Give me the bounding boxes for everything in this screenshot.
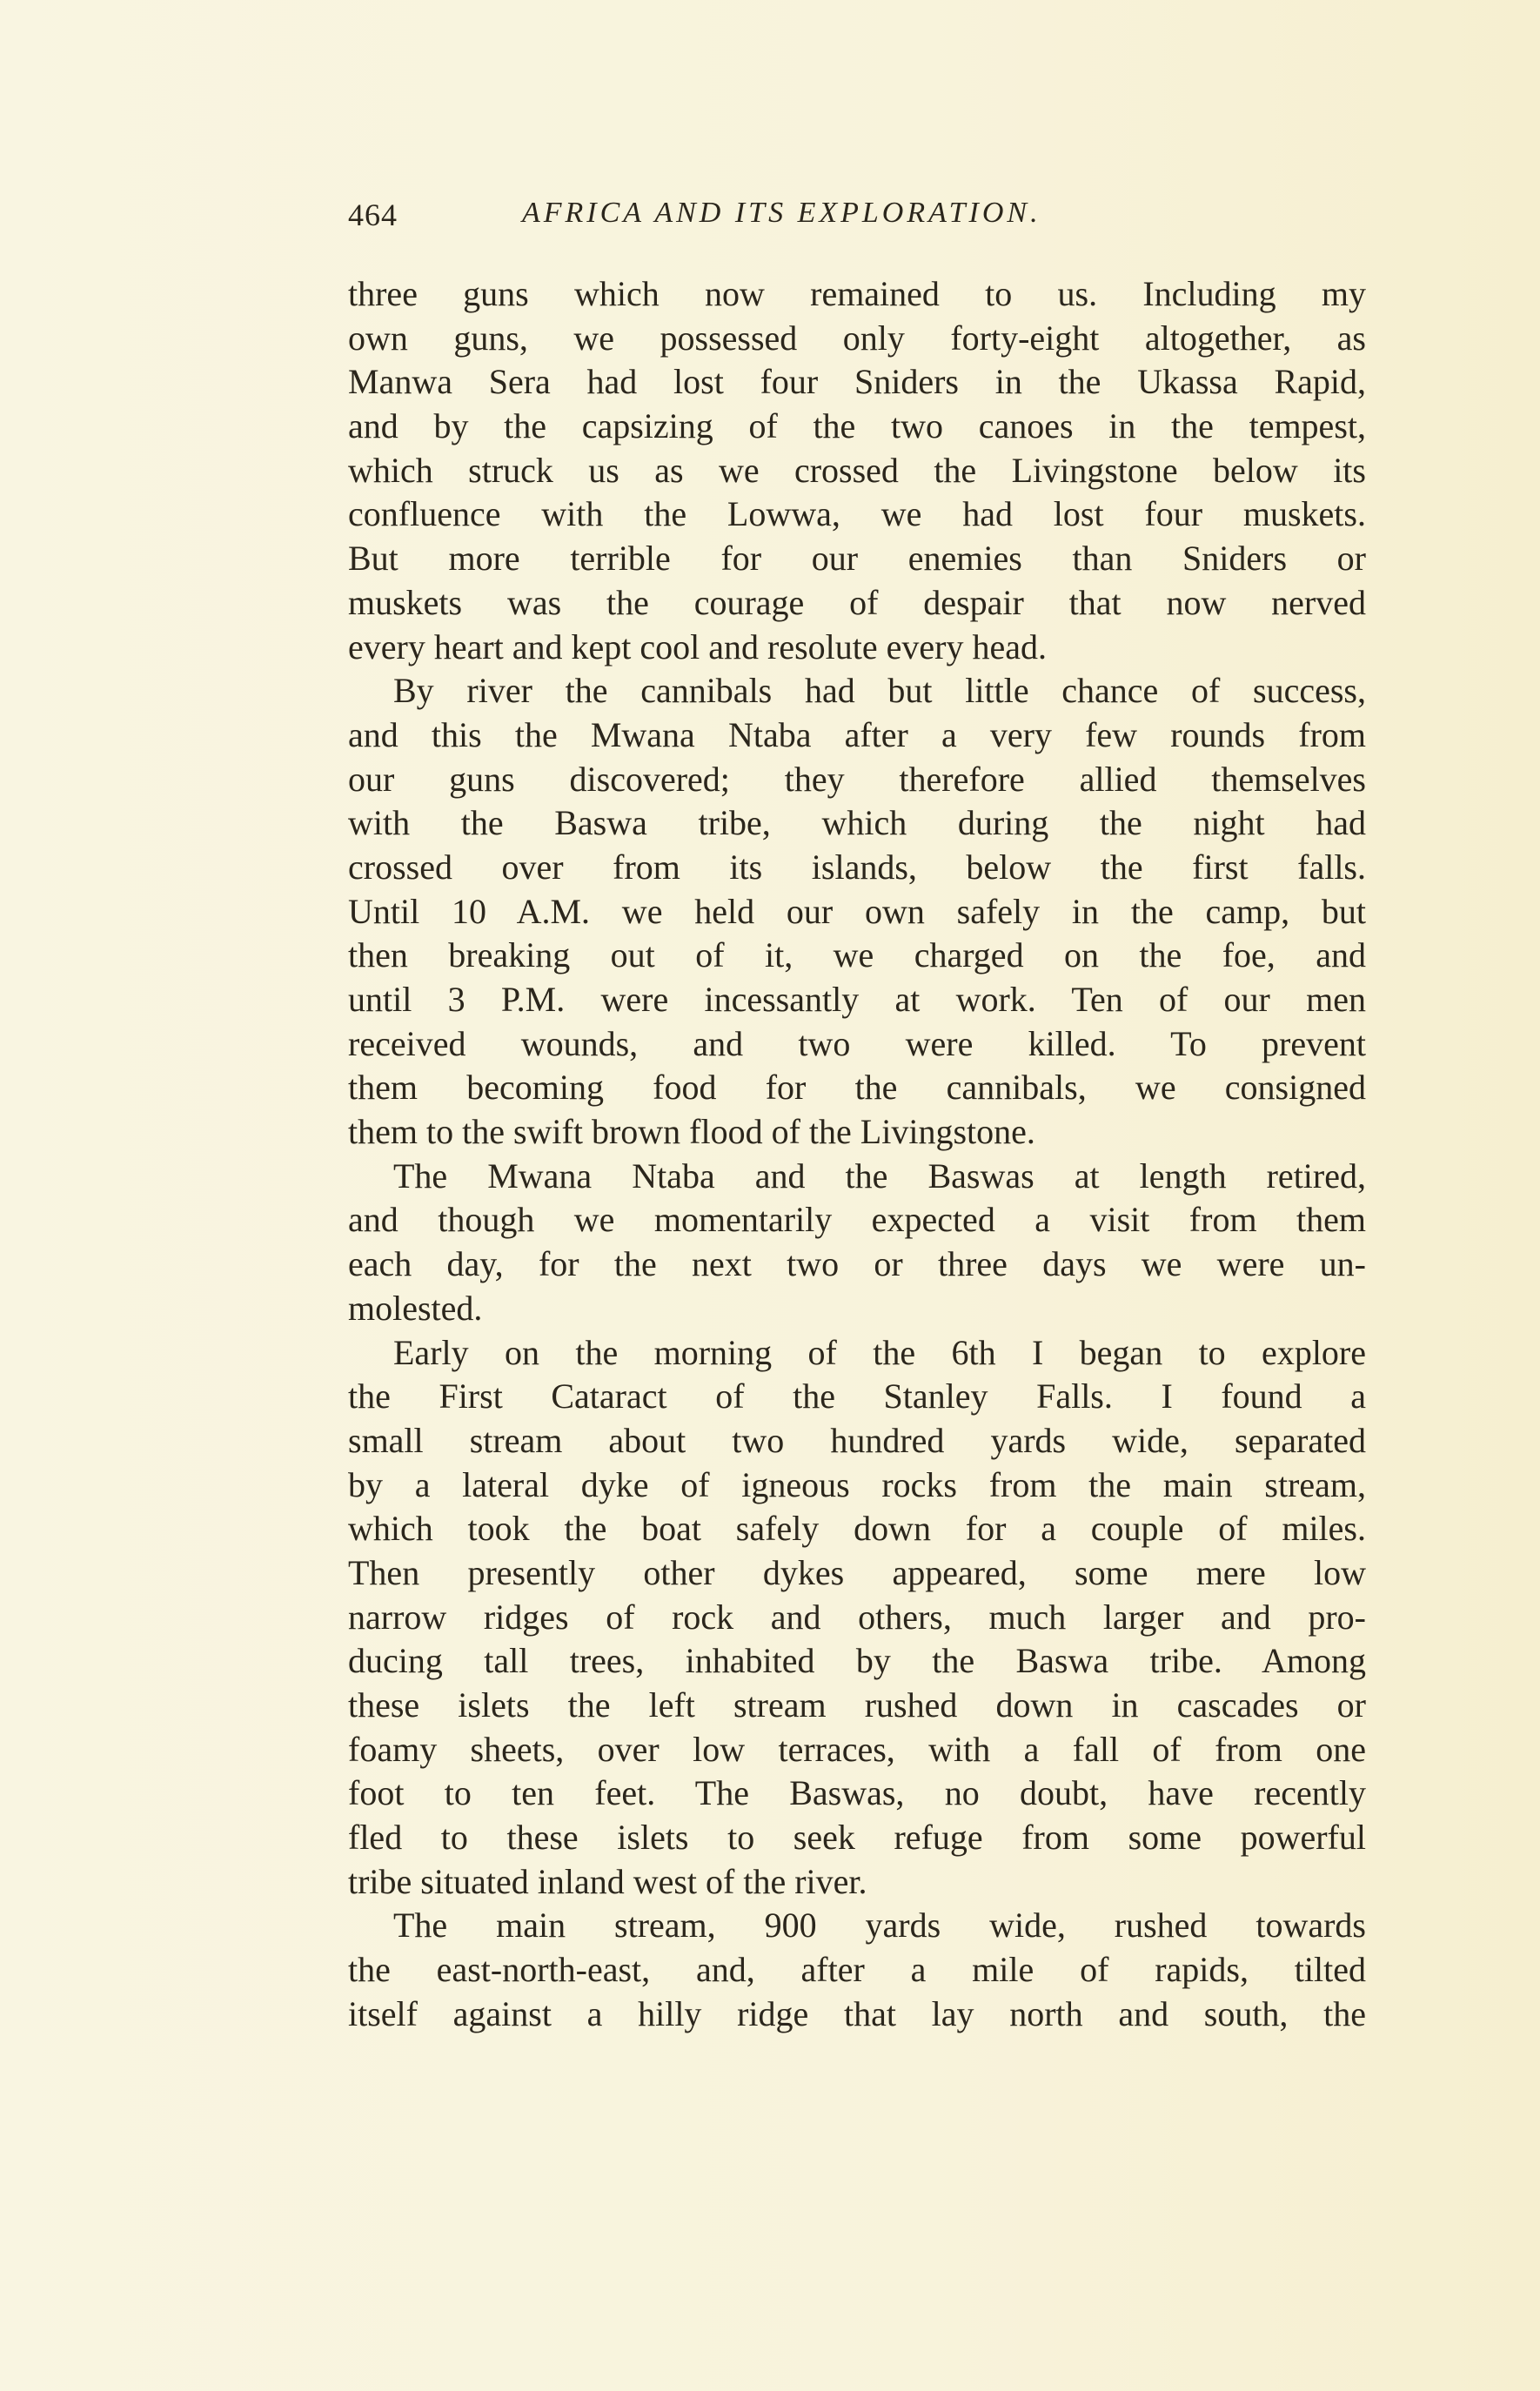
text-line: The Mwana Ntaba and the Baswas at length retired, — [393, 1155, 1366, 1196]
text-line: foot to ten feet. The Baswas, no doubt, have recently — [348, 1773, 1366, 1813]
text-line: itself against a hilly ridge that lay north and south, the — [348, 1993, 1366, 2033]
text-line: which took the boat safely down for a couple of miles. — [348, 1509, 1366, 1549]
text-line: narrow ridges of rock and others, much larger and pro- — [348, 1597, 1366, 1637]
text-line: But more terrible for our enemies than Sniders or — [348, 539, 1366, 579]
text-line: muskets was the courage of despair that now nerved — [348, 582, 1366, 622]
text-line: Early on the morning of the 6th I began to explore — [393, 1332, 1366, 1372]
text-line: Until 10 A.M. we held our own safely in the camp, but — [348, 891, 1366, 931]
text-line: Then presently other dykes appeared, some mere low — [348, 1552, 1366, 1592]
body-text — [348, 272, 1366, 2037]
text-line: them becoming food for the cannibals, we consigned — [348, 1068, 1366, 1108]
text-line: our guns discovered; they therefore allied themselves — [348, 759, 1366, 799]
page-number: 464 — [348, 198, 398, 232]
running-title: AFRICA AND ITS EXPLORATION. — [522, 197, 1041, 229]
text-line: three guns which now remained to us. Including my — [348, 274, 1366, 313]
text-line: ducing tall trees, inhabited by the Baswa tribe. Among — [348, 1641, 1366, 1681]
text-line: every heart and kept cool and resolute every head. — [348, 626, 1047, 666]
text-line: Manwa Sera had lost four Sniders in the Ukassa Rapid, — [348, 362, 1366, 402]
text-line: foamy sheets, over low terraces, with a fall of from one — [348, 1729, 1366, 1769]
text-line: by a lateral dyke of igneous rocks from the main stream, — [348, 1464, 1366, 1504]
text-line: then breaking out of it, we charged on the foe, and — [348, 935, 1366, 975]
text-line: these islets the left stream rushed down in cascades or — [348, 1685, 1366, 1725]
text-line: with the Baswa tribe, which during the night had — [348, 803, 1366, 843]
text-line: By river the cannibals had but little chance of success, — [393, 671, 1366, 711]
text-line: tribe situated inland west of the river. — [348, 1861, 867, 1901]
text-line: each day, for the next two or three days we were un- — [348, 1244, 1366, 1284]
text-line: and this the Mwana Ntaba after a very few rounds from — [348, 714, 1366, 754]
text-line: and by the capsizing of the two canoes in the tempest, — [348, 406, 1366, 446]
text-line: small stream about two hundred yards wide, separated — [348, 1420, 1366, 1460]
text-line: until 3 P.M. were incessantly at work. Ten of our men — [348, 980, 1366, 1019]
text-line: own guns, we possessed only forty-eight altogether, as — [348, 318, 1366, 358]
text-line: them to the swift brown flood of the Livingstone. — [348, 1112, 1035, 1152]
text-line: which struck us as we crossed the Livingstone below its — [348, 450, 1366, 490]
page-header — [348, 197, 1357, 240]
text-line: the east-north-east, and, after a mile of rapids, tilted — [348, 1950, 1366, 1990]
text-line: received wounds, and two were killed. To prevent — [348, 1023, 1366, 1063]
text-line: fled to these islets to seek refuge from some powerful — [348, 1818, 1366, 1858]
text-line: confluence with the Lowwa, we had lost four muskets. — [348, 494, 1366, 534]
text-line: crossed over from its islands, below the first falls. — [348, 847, 1366, 887]
text-line: The main stream, 900 yards wide, rushed towards — [393, 1905, 1366, 1946]
text-line: molested. — [348, 1288, 483, 1328]
text-line: the First Cataract of the Stanley Falls. I found a — [348, 1376, 1366, 1417]
text-line: and though we momentarily expected a visit from them — [348, 1200, 1366, 1240]
